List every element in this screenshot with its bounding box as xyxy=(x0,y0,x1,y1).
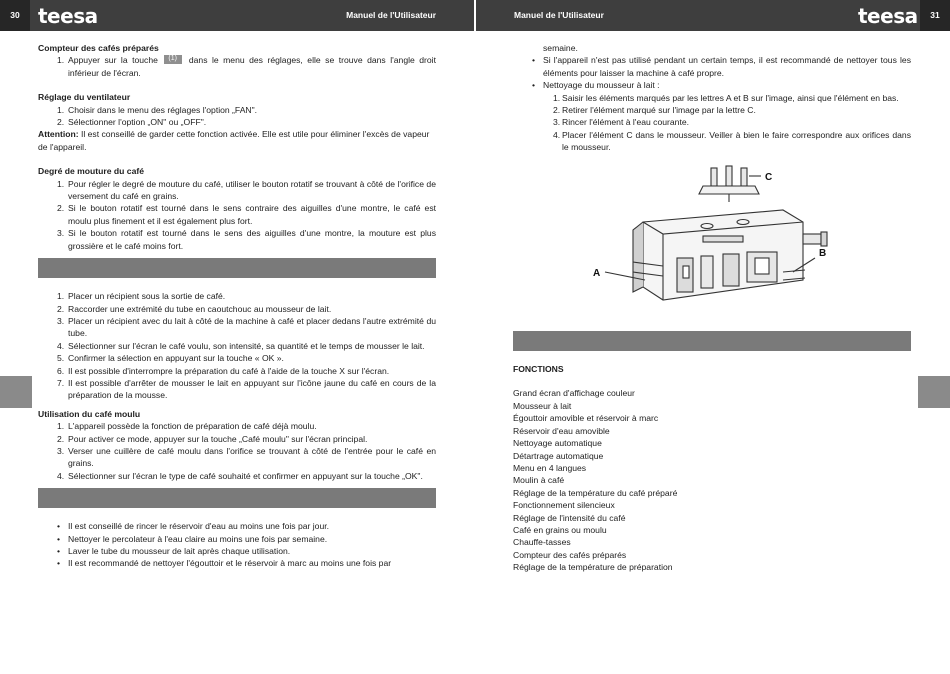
function-item: Café en grains ou moulu xyxy=(513,524,607,535)
frother-item-3: 3. Rincer l'élément à l'eau courante. xyxy=(553,117,690,128)
function-item: Réglage de la température de préparation xyxy=(513,562,673,573)
right-bullet-2: • Nettoyage du mousseur à lait : xyxy=(532,80,660,91)
left-page-content xyxy=(38,42,436,570)
function-item: Détartrage automatique xyxy=(513,450,604,461)
left-page-header xyxy=(0,0,474,31)
ground-item-3: 3. Verser une cuillère de café moulu dans l'orifice se trouvant à côté de l'entrée pour le café en grains. xyxy=(57,445,436,469)
section-band-functions xyxy=(513,331,911,351)
milk-item-1: 1. Placer un récipient sous la sortie de café. xyxy=(57,291,226,302)
brand-logo-right: teesa xyxy=(858,4,918,28)
function-item: Menu en 4 langues xyxy=(513,462,587,473)
left-side-tab xyxy=(0,376,32,408)
milk-item-7: 7. Il est possible d'arrêter de mousser le lait en appuyant sur l'icône jaune du café en cours de la préparation de la mousse. xyxy=(57,377,436,401)
milk-item-2: 2. Raccorder une extrémité du tube en caoutchouc au mousseur de lait. xyxy=(57,303,332,314)
clean-bullet-3: • Laver le tube du mousseur de lait après chaque utilisation. xyxy=(57,546,291,556)
counter-item-1: 1. Appuyer sur la touche (1) dans le menu des réglages, elle se trouve dans l'angle droit inférieur de l'écran. xyxy=(57,55,436,78)
frother-item-2: 2. Retirer l'élément marqué sur l'image par la lettre C. xyxy=(553,105,756,116)
left-header-title: Manuel de l'Utilisateur xyxy=(346,10,436,20)
attention-note: Attention: Il est conseillé de garder cette fonction activée. Elle est utile pour éliminer l'excès de vapeur de l'appareil. xyxy=(38,129,430,152)
functions-heading: FONCTIONS xyxy=(513,364,564,375)
milk-item-3: 3. Placer un récipient avec du lait à côté de la machine à café et placer dedans l'autre extrémité du tube. xyxy=(57,315,436,339)
function-item: Mousseur à lait xyxy=(513,400,572,411)
clean-bullet-1: • Il est conseillé de rincer le réservoir d'eau au moins une fois par jour. xyxy=(57,521,330,532)
ground-item-2: 2. Pour activer ce mode, appuyer sur la touche „Café moulu" sur l'écran principal. xyxy=(57,433,368,444)
diagram-label-c: C xyxy=(765,171,773,183)
function-item: Grand écran d'affichage couleur xyxy=(513,388,635,399)
milk-item-6: 6. Il est possible d'interrompre la préparation du café à l'aide de la touche X sur l'écran. xyxy=(57,365,390,376)
right-side-tab xyxy=(918,376,950,408)
milk-item-4: 4. Sélectionner sur l'écran le café voulu, son intensité, sa quantité et le temps de mousser le lait. xyxy=(57,340,425,351)
right-page-content xyxy=(513,42,911,574)
right-page-number: 31 xyxy=(920,0,950,31)
function-item: Compteur des cafés préparés xyxy=(513,549,627,560)
fan-item-1: 1. Choisir dans le menu des réglages l'option „FAN". xyxy=(57,104,258,115)
grind-item-2: 2. Si le bouton rotatif est tourné dans le sens contraire des aiguilles d'une montre, le café est moulu plus finement et il est également plus fort. xyxy=(57,203,436,226)
clean-bullet-4: • Il est recommandé de nettoyer l'égouttoir et le réservoir à marc au moins une fois par xyxy=(57,558,392,569)
milk-item-5: 5. Confirmer la sélection en appuyant sur la touche « OK ». xyxy=(57,353,284,364)
grind-item-3: 3. Si le bouton rotatif est tourné dans le sens des aiguilles d'une montre, la mouture est plus grossière et le café moins fort. xyxy=(57,228,436,251)
right-page-header xyxy=(476,0,950,31)
ground-item-4: 4. Sélectionner sur l'écran le type de café souhaité et confirmer en appuyant sur la touche „OK". xyxy=(57,470,423,481)
function-item: Fonctionnement silencieux xyxy=(513,500,615,511)
diagram-label-b: B xyxy=(819,247,827,259)
function-item: Moulin à café xyxy=(513,475,565,486)
fan-item-2: 2. Sélectionner l'option „ON" ou „OFF". xyxy=(57,117,207,128)
right-header-title: Manuel de l'Utilisateur xyxy=(514,10,604,20)
frother-item-1: 1. Saisir les éléments marqués par les lettres A et B sur l'image, ainsi que l'élément en bas. xyxy=(553,92,899,103)
frother-item-4: 4. Placer l'élément C dans le mousseur. Veiller à bien le faire correspondre aux orifices dans le mousseur. xyxy=(553,129,911,153)
ground-item-1: 1. L'appareil possède la fonction de préparation de café déjà moulu. xyxy=(57,421,317,432)
function-item: Réservoir d'eau amovible xyxy=(513,425,610,436)
counter-heading: Compteur des cafés préparés xyxy=(38,43,159,53)
grind-item-1: 1. Pour régler le degré de mouture du café, utiliser le bouton rotatif se trouvant à côté de l'orifice de versement du café en grains. xyxy=(57,178,436,202)
function-item: Égouttoir amovible et réservoir à marc xyxy=(513,413,659,424)
left-page-number: 30 xyxy=(0,0,30,31)
function-item: Réglage de la température du café préparé xyxy=(513,487,678,498)
fan-heading: Réglage du ventilateur xyxy=(38,92,131,103)
function-item: Réglage de l'intensité du café xyxy=(513,512,626,523)
settings-key-icon: (1) xyxy=(164,55,182,64)
section-band-cleaning xyxy=(38,488,436,508)
functions-list xyxy=(513,387,911,573)
ground-heading: Utilisation du café moulu xyxy=(38,408,141,419)
section-band-milk xyxy=(38,258,436,278)
grind-heading: Degré de mouture du café xyxy=(38,166,145,177)
brand-logo-left: teesa xyxy=(38,4,98,28)
function-item: Nettoyage automatique xyxy=(513,438,602,449)
clean-bullet-2: • Nettoyer le percolateur à l'eau claire au moins une fois par semaine. xyxy=(57,533,328,544)
diagram-label-a: A xyxy=(593,267,601,279)
continued-line: semaine. xyxy=(543,43,578,53)
function-item: Chauffe-tasses xyxy=(513,537,571,548)
milk-frother-diagram xyxy=(583,162,843,322)
right-bullet-1: • Si l'appareil n'est pas utilisé pendant un certain temps, il est recommandé de nettoyer tous les éléments pour laisser la machine à café propre. xyxy=(532,55,911,78)
